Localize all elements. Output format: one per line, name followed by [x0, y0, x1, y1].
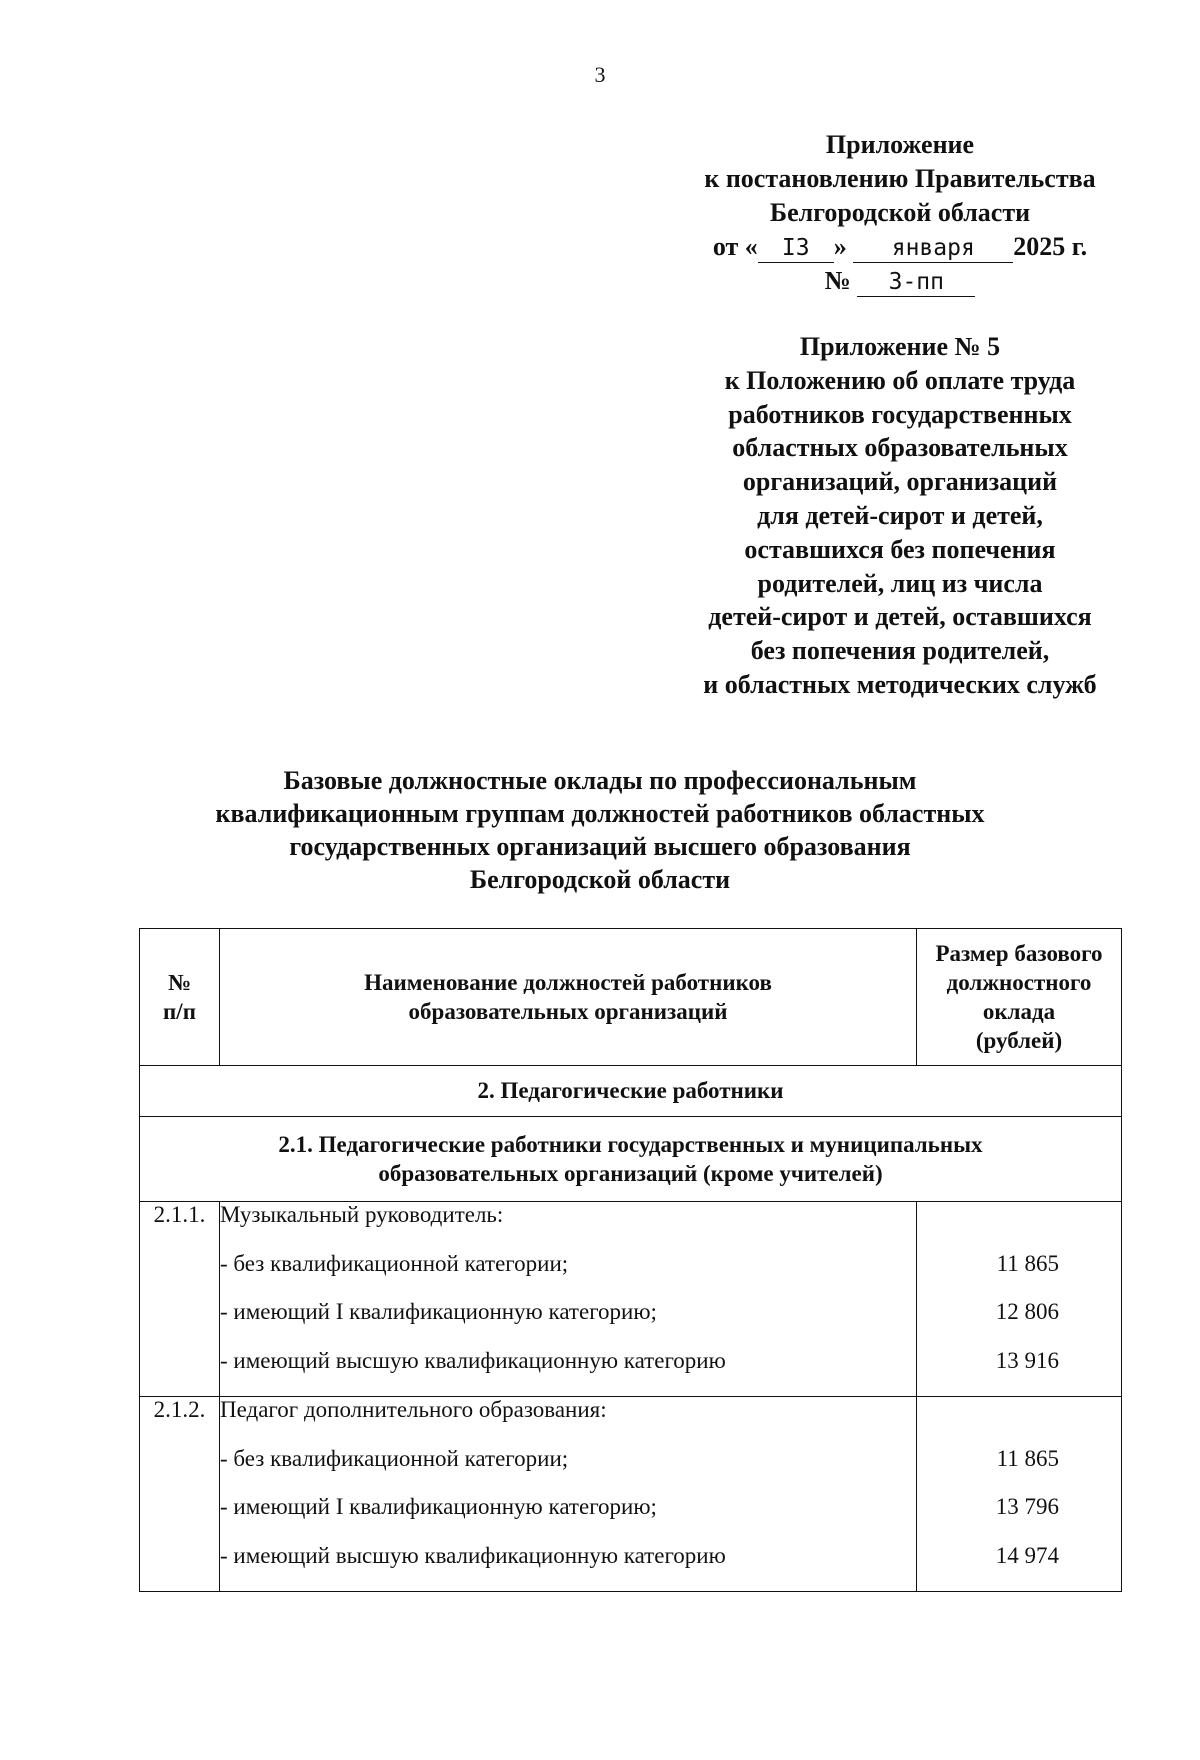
date-month-field: января	[853, 234, 1013, 263]
header-amount-line: должностного	[946, 970, 1092, 995]
salary-amount: 11 865	[996, 1445, 1059, 1471]
annex-line: детей-сирот и детей, оставшихся	[708, 602, 1092, 632]
title-line: Белгородской области	[469, 865, 731, 894]
subsection-line: образовательных организаций (кроме учителей)	[378, 1161, 883, 1186]
annex-line: родителей, лиц из числа	[757, 568, 1043, 598]
annex-line: и областных методических служб	[703, 669, 1097, 699]
annex-line: для детей-сирот и детей,	[757, 500, 1043, 530]
category-label: - без квалификационной категории;	[220, 1445, 569, 1471]
document-title	[0, 764, 1200, 896]
table-section-row	[140, 1066, 1122, 1117]
row-positions	[220, 1202, 917, 1397]
category-label: - имеющий высшую квалификационную категорию	[220, 1542, 726, 1568]
amount-spacer	[917, 1397, 1121, 1446]
date-prefix: от «	[712, 232, 758, 261]
approval-line: Приложение	[825, 130, 975, 159]
row-number: 2.1.1.	[140, 1202, 220, 1397]
position-title: Музыкальный руководитель:	[220, 1202, 504, 1227]
header-number-line: №	[167, 970, 192, 995]
header-amount-line: Размер базового	[935, 941, 1103, 966]
annex-line: к Положению об оплате труда	[724, 365, 1076, 395]
category-label: - имеющий высшую квалификационную категорию	[220, 1347, 726, 1373]
header-number	[140, 929, 220, 1066]
approval-number-line	[650, 264, 1150, 298]
category-label: - имеющий I квалификационную категорию;	[220, 1494, 657, 1519]
annex-block	[650, 330, 1150, 702]
subsection-heading	[140, 1117, 1122, 1202]
table-header-row	[140, 929, 1122, 1066]
row-amounts	[917, 1202, 1122, 1397]
annex-line: без попечения родителей,	[750, 636, 1050, 666]
salary-amount: 11 865	[996, 1250, 1059, 1276]
header-amount-line: (рублей)	[975, 1028, 1063, 1053]
salary-amount: 13 916	[995, 1347, 1059, 1373]
title-line: Базовые должностные оклады по профессиональным	[283, 766, 917, 795]
annex-line: работников государственных	[728, 399, 1072, 429]
approval-line: к постановлению Правительства	[704, 164, 1096, 193]
amount-spacer	[917, 1202, 1121, 1251]
table-row	[140, 1397, 1122, 1592]
section-heading: 2. Педагогические работники	[140, 1066, 1122, 1117]
approval-block	[650, 128, 1150, 298]
table-subsection-row	[140, 1117, 1122, 1202]
number-prefix: №	[824, 266, 851, 295]
salary-amount: 12 806	[995, 1299, 1059, 1324]
category-label: - без квалификационной категории;	[220, 1250, 569, 1276]
annex-line: Приложение № 5	[799, 332, 1001, 361]
document-number-field: 3-пп	[857, 268, 975, 297]
header-salary-amount	[917, 929, 1122, 1066]
approval-date-line	[650, 230, 1150, 264]
header-amount-line: оклада	[982, 999, 1056, 1024]
date-day-field: I3	[758, 234, 834, 263]
date-mid: »	[833, 232, 847, 261]
salary-amount: 13 796	[995, 1494, 1059, 1519]
header-position-name	[220, 929, 917, 1066]
row-amounts	[917, 1397, 1122, 1592]
page-number: 3	[594, 62, 606, 87]
header-number-line: п/п	[163, 999, 196, 1024]
table-row	[140, 1202, 1122, 1397]
approval-line: Белгородской области	[769, 198, 1031, 227]
header-name-line: Наименование должностей работников	[364, 970, 772, 995]
row-positions	[220, 1397, 917, 1592]
annex-line: областных образовательных	[732, 433, 1068, 463]
row-number: 2.1.2.	[140, 1397, 220, 1592]
annex-line: организаций, организаций	[742, 467, 1058, 497]
title-line: государственных организаций высшего образования	[289, 832, 911, 861]
header-name-line: образовательных организаций	[408, 999, 728, 1024]
subsection-line: 2.1. Педагогические работники государственных и муниципальных	[278, 1132, 983, 1157]
annex-line: оставшихся без попечения	[744, 534, 1056, 564]
salary-table	[139, 928, 1122, 1592]
salary-amount: 14 974	[995, 1542, 1059, 1568]
date-year: 2025 г.	[1013, 232, 1088, 261]
title-line: квалификационным группам должностей работников областных	[215, 799, 985, 828]
position-title: Педагог дополнительного образования:	[220, 1397, 607, 1422]
category-label: - имеющий I квалификационную категорию;	[220, 1299, 657, 1324]
